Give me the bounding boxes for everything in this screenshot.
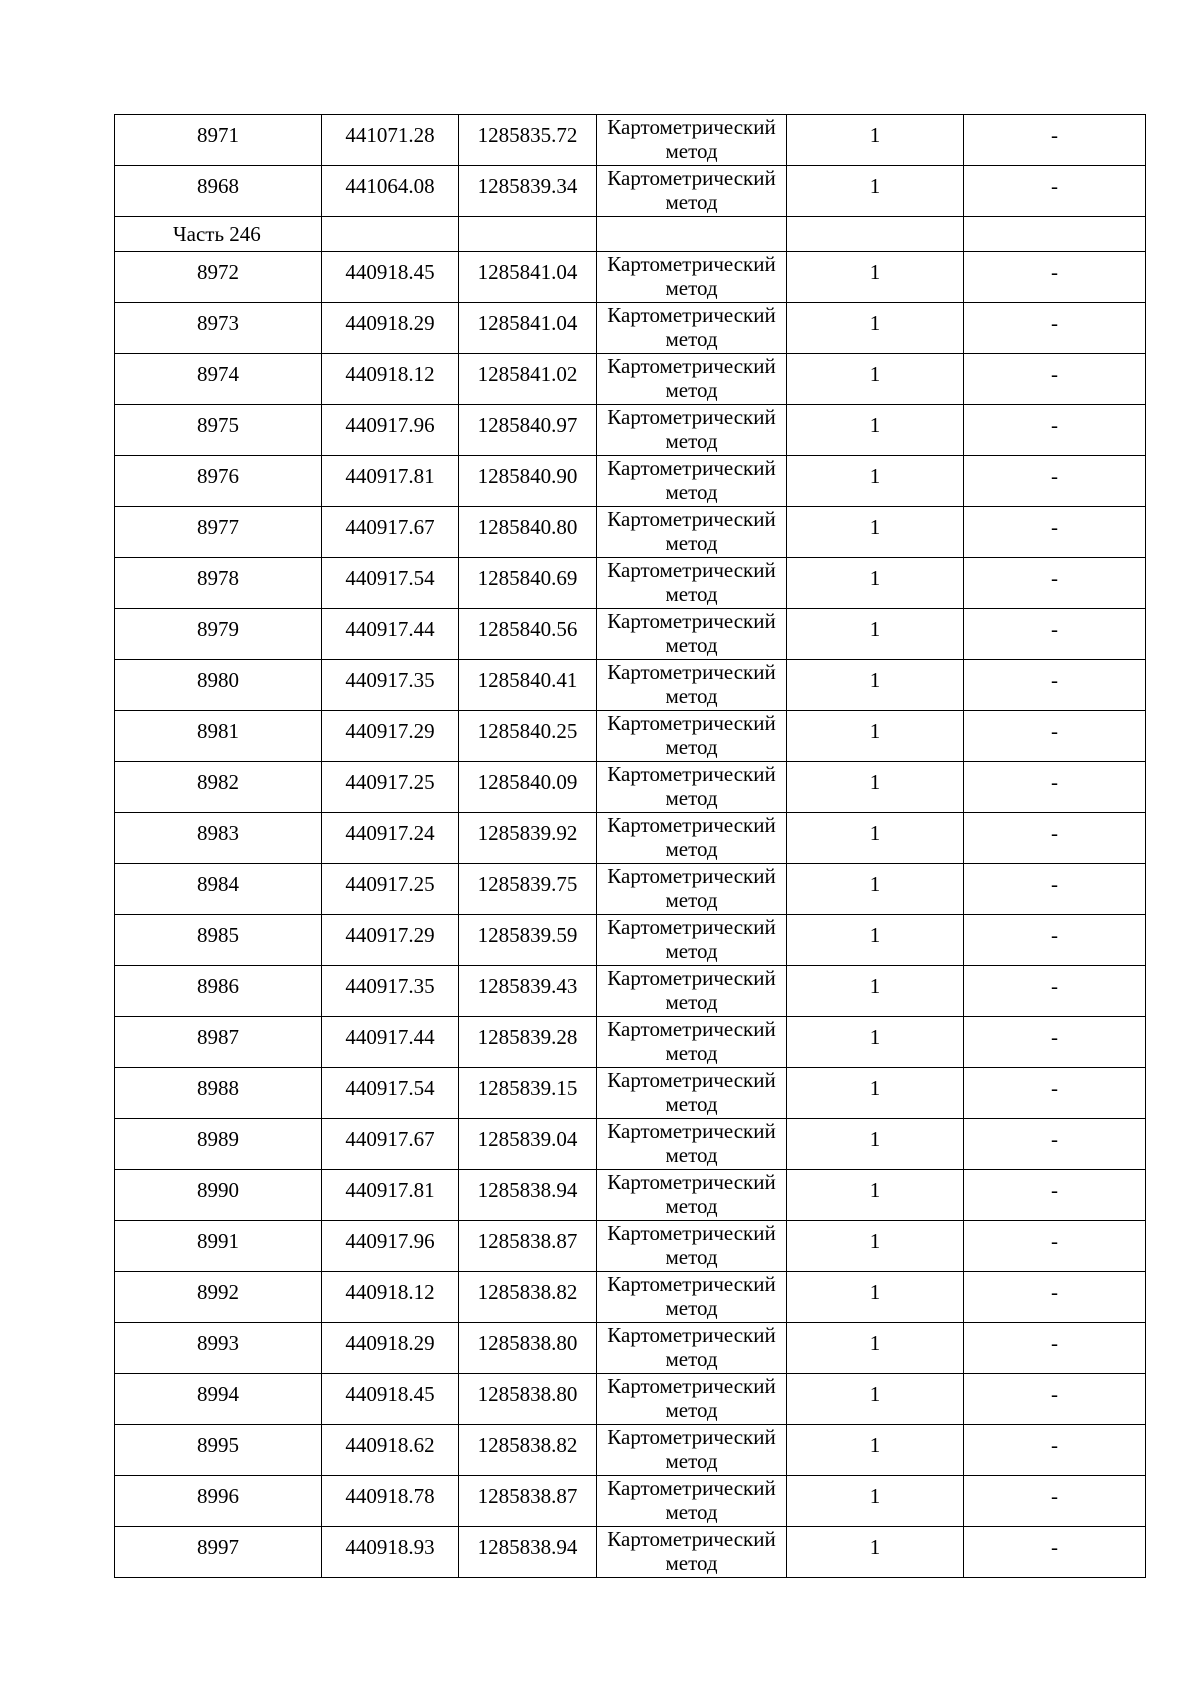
method-line-2: метод — [665, 990, 718, 1014]
method-line-1: Картометрический — [607, 558, 776, 582]
table-row — [115, 1068, 1146, 1119]
method-line-1: Картометрический — [607, 456, 776, 480]
point-id-cell: 8992 — [115, 1272, 322, 1323]
point-id-cell: 8997 — [115, 1527, 322, 1578]
method-line-2: метод — [665, 1551, 718, 1575]
method-line-2: метод — [665, 1398, 718, 1422]
method-line-2: метод — [665, 1194, 718, 1218]
method-line-1: Картометрический — [607, 303, 776, 327]
note-cell: - — [964, 1527, 1146, 1578]
point-id-cell: 8976 — [115, 456, 322, 507]
point-id-cell: 8975 — [115, 405, 322, 456]
method-line-2: метод — [665, 276, 718, 300]
x-coordinate-cell: 440917.35 — [322, 966, 459, 1017]
accuracy-cell: 1 — [787, 1527, 964, 1578]
method-line-2: метод — [665, 1143, 718, 1167]
x-coordinate-cell: 440917.96 — [322, 405, 459, 456]
x-coordinate-cell: 440918.12 — [322, 1272, 459, 1323]
table-row — [115, 1323, 1146, 1374]
y-coordinate-cell: 1285840.80 — [459, 507, 597, 558]
accuracy-cell: 1 — [787, 813, 964, 864]
method-cell — [597, 115, 787, 166]
point-id-cell: 8972 — [115, 252, 322, 303]
point-id-cell: 8974 — [115, 354, 322, 405]
table-row — [115, 609, 1146, 660]
method-cell — [597, 1476, 787, 1527]
method-line-2: метод — [665, 190, 718, 214]
note-cell: - — [964, 166, 1146, 217]
y-coordinate-cell: 1285839.04 — [459, 1119, 597, 1170]
table-row — [115, 813, 1146, 864]
note-cell: - — [964, 405, 1146, 456]
coordinates-table-body — [115, 115, 1146, 1578]
method-cell — [597, 813, 787, 864]
method-cell — [597, 1017, 787, 1068]
method-line-1: Картометрический — [607, 405, 776, 429]
x-coordinate-cell: 440918.45 — [322, 1374, 459, 1425]
y-coordinate-cell: 1285841.04 — [459, 303, 597, 354]
method-cell — [597, 1272, 787, 1323]
y-coordinate-cell: 1285839.28 — [459, 1017, 597, 1068]
table-row — [115, 1170, 1146, 1221]
x-coordinate-cell: 440918.29 — [322, 303, 459, 354]
method-line-2: метод — [665, 378, 718, 402]
point-id-cell: 8982 — [115, 762, 322, 813]
method-line-1: Картометрический — [607, 1323, 776, 1347]
table-row — [115, 354, 1146, 405]
point-id-cell: 8989 — [115, 1119, 322, 1170]
method-line-2: метод — [665, 531, 718, 555]
y-coordinate-cell: 1285841.04 — [459, 252, 597, 303]
method-line-2: метод — [665, 633, 718, 657]
table-row — [115, 1476, 1146, 1527]
method-cell — [597, 1374, 787, 1425]
x-coordinate-cell: 440917.67 — [322, 1119, 459, 1170]
table-row — [115, 966, 1146, 1017]
x-coordinate-cell: 440917.81 — [322, 456, 459, 507]
accuracy-cell: 1 — [787, 1170, 964, 1221]
table-row — [115, 1425, 1146, 1476]
accuracy-cell: 1 — [787, 115, 964, 166]
x-coordinate-cell: 440917.29 — [322, 915, 459, 966]
method-cell — [597, 1068, 787, 1119]
y-coordinate-cell: 1285839.15 — [459, 1068, 597, 1119]
point-id-cell: 8993 — [115, 1323, 322, 1374]
y-coordinate-cell: 1285838.87 — [459, 1221, 597, 1272]
table-row — [115, 507, 1146, 558]
y-coordinate-cell: 1285838.82 — [459, 1425, 597, 1476]
accuracy-cell: 1 — [787, 354, 964, 405]
note-cell: - — [964, 1119, 1146, 1170]
accuracy-cell: 1 — [787, 660, 964, 711]
table-row — [115, 1374, 1146, 1425]
table-row — [115, 1017, 1146, 1068]
method-line-1: Картометрический — [607, 660, 776, 684]
accuracy-cell: 1 — [787, 609, 964, 660]
point-id-cell: 8979 — [115, 609, 322, 660]
table-row — [115, 1119, 1146, 1170]
y-coordinate-cell: 1285838.80 — [459, 1323, 597, 1374]
y-coordinate-cell: 1285840.56 — [459, 609, 597, 660]
method-cell — [597, 660, 787, 711]
accuracy-cell: 1 — [787, 1476, 964, 1527]
x-coordinate-cell: 440917.81 — [322, 1170, 459, 1221]
method-cell — [597, 303, 787, 354]
note-cell: - — [964, 966, 1146, 1017]
method-line-1: Картометрический — [607, 813, 776, 837]
x-coordinate-cell: 440917.54 — [322, 558, 459, 609]
method-line-1: Картометрический — [607, 354, 776, 378]
table-row — [115, 303, 1146, 354]
method-line-1: Картометрический — [607, 1425, 776, 1449]
method-cell — [597, 456, 787, 507]
table-row — [115, 1221, 1146, 1272]
y-coordinate-cell: 1285838.82 — [459, 1272, 597, 1323]
method-line-2: метод — [665, 1245, 718, 1269]
method-cell — [597, 1527, 787, 1578]
table-row — [115, 166, 1146, 217]
accuracy-cell: 1 — [787, 966, 964, 1017]
point-id-cell: 8991 — [115, 1221, 322, 1272]
note-cell: - — [964, 354, 1146, 405]
method-cell — [597, 166, 787, 217]
method-line-1: Картометрический — [607, 915, 776, 939]
note-cell: - — [964, 1476, 1146, 1527]
accuracy-cell: 1 — [787, 1017, 964, 1068]
method-line-2: метод — [665, 735, 718, 759]
y-coordinate-cell: 1285838.94 — [459, 1527, 597, 1578]
method-line-2: метод — [665, 1347, 718, 1371]
table-row — [115, 660, 1146, 711]
method-cell — [597, 1323, 787, 1374]
note-cell: - — [964, 558, 1146, 609]
method-line-2: метод — [665, 480, 718, 504]
y-coordinate-cell: 1285839.59 — [459, 915, 597, 966]
table-row — [115, 1272, 1146, 1323]
part-header-row — [115, 217, 1146, 252]
y-coordinate-cell: 1285839.34 — [459, 166, 597, 217]
accuracy-cell: 1 — [787, 1068, 964, 1119]
method-cell — [597, 1221, 787, 1272]
empty-cell — [597, 217, 787, 252]
table-row — [115, 711, 1146, 762]
method-cell — [597, 1119, 787, 1170]
method-line-1: Картометрический — [607, 1374, 776, 1398]
method-line-2: метод — [665, 582, 718, 606]
x-coordinate-cell: 440918.93 — [322, 1527, 459, 1578]
accuracy-cell: 1 — [787, 1119, 964, 1170]
y-coordinate-cell: 1285838.80 — [459, 1374, 597, 1425]
accuracy-cell: 1 — [787, 303, 964, 354]
accuracy-cell: 1 — [787, 456, 964, 507]
table-row — [115, 1527, 1146, 1578]
point-id-cell: 8968 — [115, 166, 322, 217]
note-cell: - — [964, 711, 1146, 762]
note-cell: - — [964, 864, 1146, 915]
method-line-1: Картометрический — [607, 1272, 776, 1296]
y-coordinate-cell: 1285840.90 — [459, 456, 597, 507]
method-line-1: Картометрический — [607, 762, 776, 786]
method-line-1: Картометрический — [607, 166, 776, 190]
x-coordinate-cell: 440917.67 — [322, 507, 459, 558]
coordinates-table — [114, 114, 1146, 1578]
method-cell — [597, 915, 787, 966]
note-cell: - — [964, 609, 1146, 660]
method-line-1: Картометрический — [607, 507, 776, 531]
accuracy-cell: 1 — [787, 1374, 964, 1425]
note-cell: - — [964, 1374, 1146, 1425]
accuracy-cell: 1 — [787, 1272, 964, 1323]
accuracy-cell: 1 — [787, 558, 964, 609]
note-cell: - — [964, 1221, 1146, 1272]
method-line-1: Картометрический — [607, 609, 776, 633]
table-row — [115, 915, 1146, 966]
method-line-2: метод — [665, 888, 718, 912]
note-cell: - — [964, 813, 1146, 864]
point-id-cell: 8981 — [115, 711, 322, 762]
x-coordinate-cell: 440917.44 — [322, 609, 459, 660]
point-id-cell: 8984 — [115, 864, 322, 915]
table-row — [115, 115, 1146, 166]
method-line-2: метод — [665, 939, 718, 963]
y-coordinate-cell: 1285839.92 — [459, 813, 597, 864]
method-line-1: Картометрический — [607, 1221, 776, 1245]
y-coordinate-cell: 1285839.75 — [459, 864, 597, 915]
point-id-cell: 8986 — [115, 966, 322, 1017]
method-line-2: метод — [665, 139, 718, 163]
point-id-cell: 8996 — [115, 1476, 322, 1527]
note-cell: - — [964, 1068, 1146, 1119]
x-coordinate-cell: 440918.62 — [322, 1425, 459, 1476]
method-line-2: метод — [665, 1296, 718, 1320]
y-coordinate-cell: 1285838.87 — [459, 1476, 597, 1527]
method-cell — [597, 1425, 787, 1476]
method-cell — [597, 609, 787, 660]
table-row — [115, 864, 1146, 915]
method-line-2: метод — [665, 684, 718, 708]
method-line-1: Картометрический — [607, 252, 776, 276]
note-cell: - — [964, 303, 1146, 354]
y-coordinate-cell: 1285840.97 — [459, 405, 597, 456]
accuracy-cell: 1 — [787, 252, 964, 303]
point-id-cell: 8985 — [115, 915, 322, 966]
note-cell: - — [964, 1272, 1146, 1323]
accuracy-cell: 1 — [787, 1221, 964, 1272]
note-cell: - — [964, 507, 1146, 558]
method-line-2: метод — [665, 1500, 718, 1524]
x-coordinate-cell: 440917.29 — [322, 711, 459, 762]
table-row — [115, 558, 1146, 609]
method-line-1: Картометрический — [607, 1170, 776, 1194]
x-coordinate-cell: 440917.96 — [322, 1221, 459, 1272]
note-cell: - — [964, 660, 1146, 711]
method-line-1: Картометрический — [607, 1017, 776, 1041]
method-cell — [597, 711, 787, 762]
x-coordinate-cell: 440918.29 — [322, 1323, 459, 1374]
empty-cell — [787, 217, 964, 252]
accuracy-cell: 1 — [787, 166, 964, 217]
point-id-cell: 8980 — [115, 660, 322, 711]
method-line-2: метод — [665, 1041, 718, 1065]
note-cell: - — [964, 1170, 1146, 1221]
note-cell: - — [964, 456, 1146, 507]
method-cell — [597, 1170, 787, 1221]
note-cell: - — [964, 252, 1146, 303]
point-id-cell: 8973 — [115, 303, 322, 354]
table-row — [115, 405, 1146, 456]
method-line-1: Картометрический — [607, 966, 776, 990]
x-coordinate-cell: 440918.12 — [322, 354, 459, 405]
method-line-2: метод — [665, 429, 718, 453]
x-coordinate-cell: 440917.25 — [322, 762, 459, 813]
method-line-2: метод — [665, 327, 718, 351]
method-cell — [597, 864, 787, 915]
method-line-2: метод — [665, 1092, 718, 1116]
point-id-cell: 8988 — [115, 1068, 322, 1119]
accuracy-cell: 1 — [787, 711, 964, 762]
note-cell: - — [964, 762, 1146, 813]
empty-cell — [322, 217, 459, 252]
x-coordinate-cell: 440917.44 — [322, 1017, 459, 1068]
method-line-2: метод — [665, 837, 718, 861]
method-line-1: Картометрический — [607, 1527, 776, 1551]
table-row — [115, 456, 1146, 507]
x-coordinate-cell: 441064.08 — [322, 166, 459, 217]
method-cell — [597, 966, 787, 1017]
y-coordinate-cell: 1285840.69 — [459, 558, 597, 609]
empty-cell — [964, 217, 1146, 252]
method-cell — [597, 405, 787, 456]
note-cell: - — [964, 1017, 1146, 1068]
method-line-1: Картометрический — [607, 115, 776, 139]
method-cell — [597, 762, 787, 813]
note-cell: - — [964, 115, 1146, 166]
method-cell — [597, 507, 787, 558]
y-coordinate-cell: 1285840.25 — [459, 711, 597, 762]
x-coordinate-cell: 440917.35 — [322, 660, 459, 711]
x-coordinate-cell: 441071.28 — [322, 115, 459, 166]
part-label: Часть 246 — [115, 217, 322, 252]
note-cell: - — [964, 915, 1146, 966]
method-cell — [597, 354, 787, 405]
accuracy-cell: 1 — [787, 405, 964, 456]
point-id-cell: 8995 — [115, 1425, 322, 1476]
note-cell: - — [964, 1425, 1146, 1476]
table-row — [115, 762, 1146, 813]
accuracy-cell: 1 — [787, 762, 964, 813]
x-coordinate-cell: 440918.45 — [322, 252, 459, 303]
y-coordinate-cell: 1285840.09 — [459, 762, 597, 813]
accuracy-cell: 1 — [787, 1323, 964, 1374]
y-coordinate-cell: 1285835.72 — [459, 115, 597, 166]
y-coordinate-cell: 1285839.43 — [459, 966, 597, 1017]
method-line-1: Картометрический — [607, 1068, 776, 1092]
table-row — [115, 252, 1146, 303]
point-id-cell: 8971 — [115, 115, 322, 166]
point-id-cell: 8983 — [115, 813, 322, 864]
method-line-2: метод — [665, 1449, 718, 1473]
method-cell — [597, 558, 787, 609]
y-coordinate-cell: 1285838.94 — [459, 1170, 597, 1221]
method-line-1: Картометрический — [607, 1119, 776, 1143]
method-line-1: Картометрический — [607, 711, 776, 735]
accuracy-cell: 1 — [787, 915, 964, 966]
point-id-cell: 8994 — [115, 1374, 322, 1425]
x-coordinate-cell: 440917.25 — [322, 864, 459, 915]
point-id-cell: 8990 — [115, 1170, 322, 1221]
note-cell: - — [964, 1323, 1146, 1374]
point-id-cell: 8978 — [115, 558, 322, 609]
method-line-1: Картометрический — [607, 864, 776, 888]
x-coordinate-cell: 440917.24 — [322, 813, 459, 864]
y-coordinate-cell: 1285841.02 — [459, 354, 597, 405]
empty-cell — [459, 217, 597, 252]
x-coordinate-cell: 440917.54 — [322, 1068, 459, 1119]
method-line-1: Картометрический — [607, 1476, 776, 1500]
point-id-cell: 8977 — [115, 507, 322, 558]
accuracy-cell: 1 — [787, 864, 964, 915]
method-line-2: метод — [665, 786, 718, 810]
method-cell — [597, 252, 787, 303]
accuracy-cell: 1 — [787, 1425, 964, 1476]
accuracy-cell: 1 — [787, 507, 964, 558]
y-coordinate-cell: 1285840.41 — [459, 660, 597, 711]
point-id-cell: 8987 — [115, 1017, 322, 1068]
x-coordinate-cell: 440918.78 — [322, 1476, 459, 1527]
